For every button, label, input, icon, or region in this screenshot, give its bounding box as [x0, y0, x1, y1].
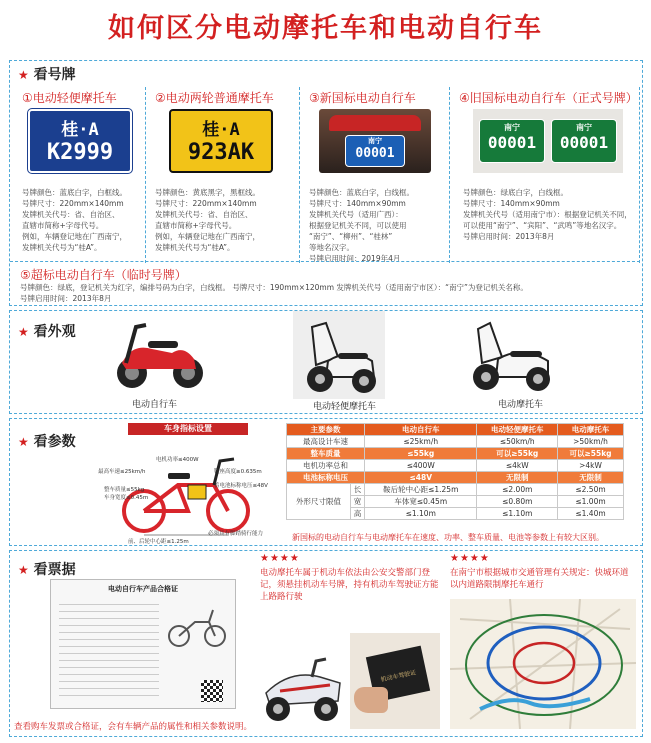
plate-col-title: ②电动两轮普通摩托车: [155, 91, 274, 105]
license-card: 机动车驾驶证: [366, 646, 430, 703]
diagram-label: 鞍座高度≥0.635m: [214, 469, 262, 475]
table-cell: 最高设计车速: [287, 436, 365, 448]
certificate-bike-sketch: [165, 602, 229, 650]
table-cell: 可以≥55kg: [558, 448, 624, 460]
section-header-plate: ★ 看号牌: [18, 67, 76, 83]
plate-col-title: ③新国标电动自行车: [309, 91, 416, 105]
plate-line-1: 南宁: [368, 137, 382, 145]
motorcycle-photo: [260, 643, 344, 729]
table-cell: 电机功率总和: [287, 460, 365, 472]
section-header-appearance: ★ 看外观: [18, 324, 76, 340]
table-row: [287, 484, 624, 496]
table-cell: ≤25km/h: [365, 436, 477, 448]
table-cell: >4kW: [558, 460, 624, 472]
ticket-caption: 查看购车发票或合格证，会有车辆产品的属性和相关参数说明。: [14, 722, 253, 732]
table-cell: ≤55kg: [365, 448, 477, 460]
table-cell: >50km/h: [558, 436, 624, 448]
section-appearance: [9, 310, 643, 414]
section-header-ticket: ★ 看票据: [18, 562, 76, 578]
table-cell: ≤1.00m: [558, 496, 624, 508]
caption-e-bike: 电动自行车: [132, 400, 178, 410]
section-ticket: [9, 550, 643, 737]
rating-stars: ★★★★: [450, 553, 490, 564]
temp-plate-row: [10, 261, 640, 305]
table-cell: 电池标称电压: [287, 472, 365, 484]
table-cell: ≤1.10m: [365, 508, 477, 520]
star-icon: ★: [18, 435, 29, 449]
table-header-cell: 电动自行车: [365, 424, 477, 436]
plate-info: 号牌颜色：绿底白字，白线框。 号牌尺寸：140mm×90mm 发牌机关代号（适用南宁市）：根据登记机关不同， 可以使用“南宁”、“宾阳”、“武鸣”等地名汉字。 号牌启用时间：2013年8月: [463, 188, 632, 241]
table-cell: 宽: [351, 496, 365, 508]
plate-line-1: 桂·A: [202, 120, 240, 140]
city-map-image: [450, 599, 636, 729]
plate-info: 号牌颜色：蓝底白字，白线框。 号牌尺寸：140mm×90mm 发牌机关代号（适用广西）： 根据登记机关不同，可以使用 “南宁”、“柳州”、“桂林” 等地名汉字。 号牌启用时间：2019年4月: [309, 188, 414, 263]
table-cell: 整车质量: [287, 448, 365, 460]
certificate-title: 电动自行车产品合格证: [108, 585, 178, 593]
plate-col-1: [14, 87, 146, 263]
page-title: 如何区分电动摩托车和电动自行车: [108, 13, 543, 44]
table-cell: ≤50km/h: [477, 436, 558, 448]
plate-yellow-image: [169, 109, 273, 173]
table-cell: 长: [351, 484, 365, 496]
table-header-cell: 电动摩托车: [558, 424, 624, 436]
plate-green-image-b: [551, 119, 617, 163]
diagram-label: 必须具有脚踏骑行能力: [208, 531, 264, 537]
table-cell: 无限制: [558, 472, 624, 484]
plate-col-title: ①电动轻便摩托车: [22, 91, 117, 105]
star-icon: ★: [18, 563, 29, 577]
diagram-label: 蓄电池标称电压≤48V: [214, 483, 268, 489]
certificate-image: [50, 579, 236, 709]
plate-line-2: K2999: [46, 140, 114, 165]
table-row: [287, 472, 624, 484]
table-cell: ≤2.50m: [558, 484, 624, 496]
params-table: [286, 423, 624, 520]
caption-light-motorcycle: 电动轻便摩托车: [313, 402, 377, 412]
star-icon: ★: [18, 325, 29, 339]
table-row: [287, 460, 624, 472]
table-cell: 可以≥55kg: [477, 448, 558, 460]
scooter-rear-photo: [319, 109, 431, 173]
table-cell: 鞍后轮中心距≤1.25m: [365, 484, 477, 496]
plate-blue-image: [28, 109, 132, 173]
plate-col-title: ④旧国标电动自行车（正式号牌）: [459, 91, 638, 105]
diagram-label: 电机功率≤400W: [156, 457, 199, 463]
red-e-bike-image: [112, 315, 207, 393]
plate-col-2: [147, 87, 300, 263]
plate-line-1: 南宁: [504, 123, 520, 132]
plate-col-3: [301, 87, 450, 263]
diagram-label: 前、后轮中心距≤1.25m: [128, 539, 189, 545]
params-diagram: [98, 423, 278, 543]
plate-line-2: 00001: [355, 146, 395, 161]
table-cell: 车体宽≤0.45m: [365, 496, 477, 508]
table-header-cell: 电动轻便摩托车: [477, 424, 558, 436]
diagram-banner: 车身指标设置: [128, 423, 248, 435]
plate-line-1: 桂·A: [61, 120, 99, 140]
section-plate: [9, 60, 643, 306]
table-cell: ≤48V: [365, 472, 477, 484]
rule-text-2: 在南宁市根据城市交通管理有关规定：快城环道以内道路限制摩托车通行: [450, 568, 629, 590]
plate-col-4: [451, 87, 640, 263]
table-header-cell: 主要参数: [287, 424, 365, 436]
params-note: 新国标的电动自行车与电动摩托车在速度、功率、整车质量、电池等参数上有较大区别。: [292, 533, 604, 542]
white-light-motorcycle-image: [298, 317, 380, 397]
green-plates-photo: [473, 109, 623, 173]
driving-license-photo: [350, 633, 440, 729]
caption-motorcycle: 电动摩托车: [498, 400, 544, 410]
table-cell: ≤1.40m: [558, 508, 624, 520]
table-cell: ≤1.10m: [477, 508, 558, 520]
table-cell: ≤400W: [365, 460, 477, 472]
star-icon: ★: [18, 68, 29, 82]
plate-info: 号牌颜色：蓝底白字，白框线。 号牌尺寸：220mm×140mm 发牌机关代号：省、自治区、 直辖市简称+字母代号。 例如，车辆登记地在广西南宁， 发牌机关代号为“桂A”。: [22, 188, 127, 252]
diagram-label: 最高车速≤25km/h: [98, 469, 146, 475]
plate-line-2: 00001: [559, 133, 609, 152]
table-row: [287, 436, 624, 448]
rule-text-1: 电动摩托车属于机动车依法由公安交警部门登记，须悬挂机动车号牌，持有机动车驾驶证方能上路路行驶: [260, 568, 439, 602]
table-header-row: [287, 424, 624, 436]
table-row: [287, 448, 624, 460]
temp-plate-info: 号牌颜色：绿底，登记机关为红字，编排号码为白字，白线框。 号牌尺寸：190mm×120mm 发牌机关代号（适用南宁市区）：“南宁”为登记机关名称。 号牌启用时间：2013年8月: [20, 283, 528, 303]
diagram-label: 整车质量≤55kg: [104, 487, 145, 493]
plate-line-1: 南宁: [576, 123, 592, 132]
plate-info: 号牌颜色：黄底黑字，黑框线。 号牌尺寸：220mm×140mm 发牌机关代号：省、自治区、 直辖市简称+字母代号。 例如，车辆登记地在广西南宁， 发牌机关代号为“桂A”。: [155, 188, 260, 252]
section-header-params: ★ 看参数: [18, 434, 76, 450]
rating-stars: ★★★★: [260, 553, 300, 564]
table-cell: 外形尺寸限值: [287, 484, 351, 520]
table-cell: ≤4kW: [477, 460, 558, 472]
plate-line-2: 923AK: [187, 140, 255, 165]
table-cell: 高: [351, 508, 365, 520]
section-params: [9, 418, 643, 546]
plate-line-2: 00001: [487, 133, 537, 152]
table-cell: 无限制: [477, 472, 558, 484]
plate-green-image-a: [479, 119, 545, 163]
table-cell: ≤0.80m: [477, 496, 558, 508]
plate-new-blue-image: [345, 135, 405, 167]
white-motorcycle-image: [466, 315, 556, 395]
qr-code-image: [201, 680, 223, 702]
temp-plate-title: ⑤超标电动自行车（临时号牌）: [20, 268, 187, 282]
diagram-label: 车身宽度≤0.45m: [104, 495, 149, 501]
table-cell: ≤2.00m: [477, 484, 558, 496]
